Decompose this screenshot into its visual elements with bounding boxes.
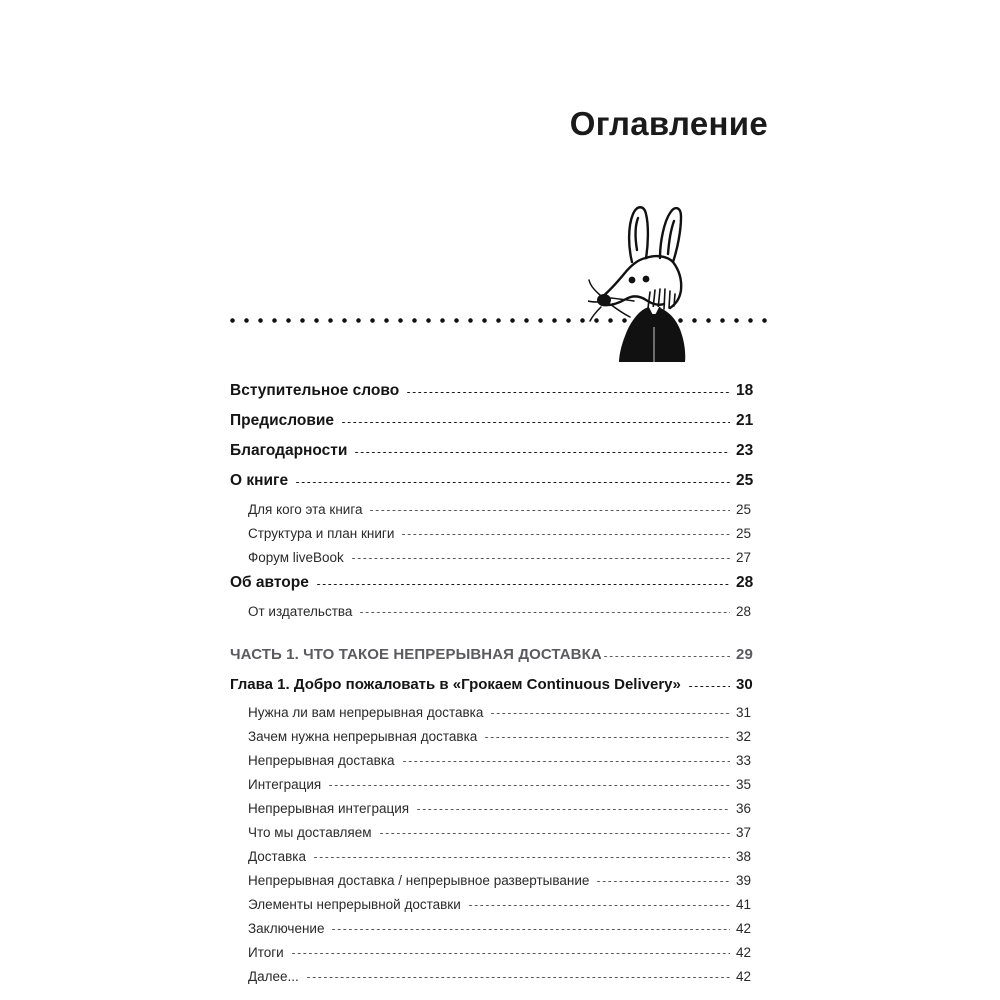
toc-entry-page: 33: [736, 753, 752, 768]
toc-entry-page: 27: [736, 550, 752, 565]
toc-entry-label: Глава 1. Добро пожаловать в «Грокаем Continuous Delivery»: [230, 676, 681, 693]
toc-subentry[interactable]: [230, 801, 770, 825]
leader-dots: [604, 656, 730, 657]
toc-entry-label: Форум liveBook: [248, 550, 344, 565]
toc-entry-label: ЧАСТЬ 1. ЧТО ТАКОЕ НЕПРЕРЫВНАЯ ДОСТАВКА: [230, 646, 602, 663]
leader-dots: [485, 737, 730, 738]
toc-entry-page: 39: [736, 873, 752, 888]
toc-subentry[interactable]: [230, 921, 770, 945]
toc-entry[interactable]: [230, 412, 770, 442]
toc-part-heading[interactable]: [230, 646, 770, 676]
toc-entry-label: Далее...: [248, 969, 299, 984]
leader-dots: [292, 953, 730, 954]
toc-subentry[interactable]: [230, 777, 770, 801]
toc-entry[interactable]: [230, 574, 770, 604]
leader-dots: [491, 713, 730, 714]
leader-dots: [307, 977, 730, 978]
toc-subentry[interactable]: [230, 969, 770, 993]
toc-entry-page: 42: [736, 921, 752, 936]
leader-dots: [417, 809, 730, 810]
leader-dots: [317, 584, 730, 585]
leader-dots: [403, 761, 730, 762]
leader-dots: [352, 558, 730, 559]
toc-subentry[interactable]: [230, 873, 770, 897]
toc-entry-page: 25: [736, 502, 752, 517]
toc-entry-label: Вступительное слово: [230, 382, 400, 399]
leader-dots: [355, 452, 730, 453]
toc-entry-page: 30: [736, 676, 753, 693]
toc-entry-label: Непрерывная интеграция: [248, 801, 410, 816]
table-of-contents: [230, 382, 770, 993]
toc-entry[interactable]: [230, 442, 770, 472]
toc-entry-page: 35: [736, 777, 752, 792]
rabbit-in-suit-illustration: [588, 196, 716, 364]
leader-dots: [296, 482, 730, 483]
toc-entry-label: Для кого эта книга: [248, 502, 363, 517]
leader-dots: [469, 905, 730, 906]
toc-subentry[interactable]: [230, 502, 770, 526]
toc-entry-label: Доставка: [248, 849, 306, 864]
toc-entry-page: 31: [736, 705, 752, 720]
toc-subentry[interactable]: [230, 825, 770, 849]
toc-entry-label: О книге: [230, 472, 289, 489]
toc-entry-page: 36: [736, 801, 752, 816]
toc-subentry[interactable]: [230, 729, 770, 753]
toc-entry-label: Непрерывная доставка / непрерывное развертывание: [248, 873, 590, 888]
toc-entry-page: 25: [736, 472, 754, 489]
toc-entry-label: Заключение: [248, 921, 325, 936]
toc-entry-page: 41: [736, 897, 752, 912]
leader-dots: [597, 881, 730, 882]
toc-entry[interactable]: [230, 472, 770, 502]
toc-entry-page: 23: [736, 442, 754, 459]
toc-entry-label: Предисловие: [230, 412, 335, 429]
toc-entry-page: 28: [736, 604, 752, 619]
toc-entry-page: 21: [736, 412, 754, 429]
toc-entry-page: 42: [736, 945, 752, 960]
toc-entry-label: Зачем нужна непрерывная доставка: [248, 729, 478, 744]
toc-entry-page: 37: [736, 825, 752, 840]
decorative-header: [230, 196, 770, 371]
toc-subentry[interactable]: [230, 705, 770, 729]
page-title: Оглавление: [569, 105, 768, 142]
toc-entry-page: 28: [736, 574, 754, 591]
toc-chapter-heading[interactable]: [230, 676, 770, 705]
toc-subentry[interactable]: [230, 945, 770, 969]
toc-entry-label: Что мы доставляем: [248, 825, 372, 840]
toc-entry-label: Нужна ли вам непрерывная доставка: [248, 705, 484, 720]
toc-entry-page: 25: [736, 526, 752, 541]
toc-entry-label: Об авторе: [230, 574, 309, 591]
leader-dots: [360, 612, 730, 613]
toc-subentry[interactable]: [230, 897, 770, 921]
leader-dots: [407, 392, 730, 393]
toc-entry-label: От издательства: [248, 604, 353, 619]
toc-subentry[interactable]: [230, 849, 770, 873]
toc-entry-page: 18: [736, 382, 754, 399]
leader-dots: [370, 510, 730, 511]
leader-dots: [332, 929, 730, 930]
toc-entry-page: 38: [736, 849, 752, 864]
toc-entry-label: Благодарности: [230, 442, 348, 459]
toc-entry-page: 29: [736, 646, 753, 663]
toc-entry-label: Непрерывная доставка: [248, 753, 395, 768]
toc-entry-label: Структура и план книги: [248, 526, 395, 541]
leader-dots: [314, 857, 730, 858]
toc-subentry[interactable]: [230, 550, 770, 574]
toc-subentry[interactable]: [230, 604, 770, 628]
toc-entry-page: 42: [736, 969, 752, 984]
toc-entry-label: Интеграция: [248, 777, 322, 792]
toc-entry-page: 32: [736, 729, 752, 744]
toc-entry[interactable]: [230, 382, 770, 412]
toc-subentry[interactable]: [230, 526, 770, 550]
leader-dots: [342, 422, 730, 423]
leader-dots: [402, 534, 730, 535]
toc-subentry[interactable]: [230, 753, 770, 777]
leader-dots: [689, 686, 730, 687]
leader-dots: [380, 833, 730, 834]
toc-entry-label: Элементы непрерывной доставки: [248, 897, 461, 912]
section-spacer: [230, 628, 770, 646]
leader-dots: [329, 785, 730, 786]
toc-entry-label: Итоги: [248, 945, 284, 960]
